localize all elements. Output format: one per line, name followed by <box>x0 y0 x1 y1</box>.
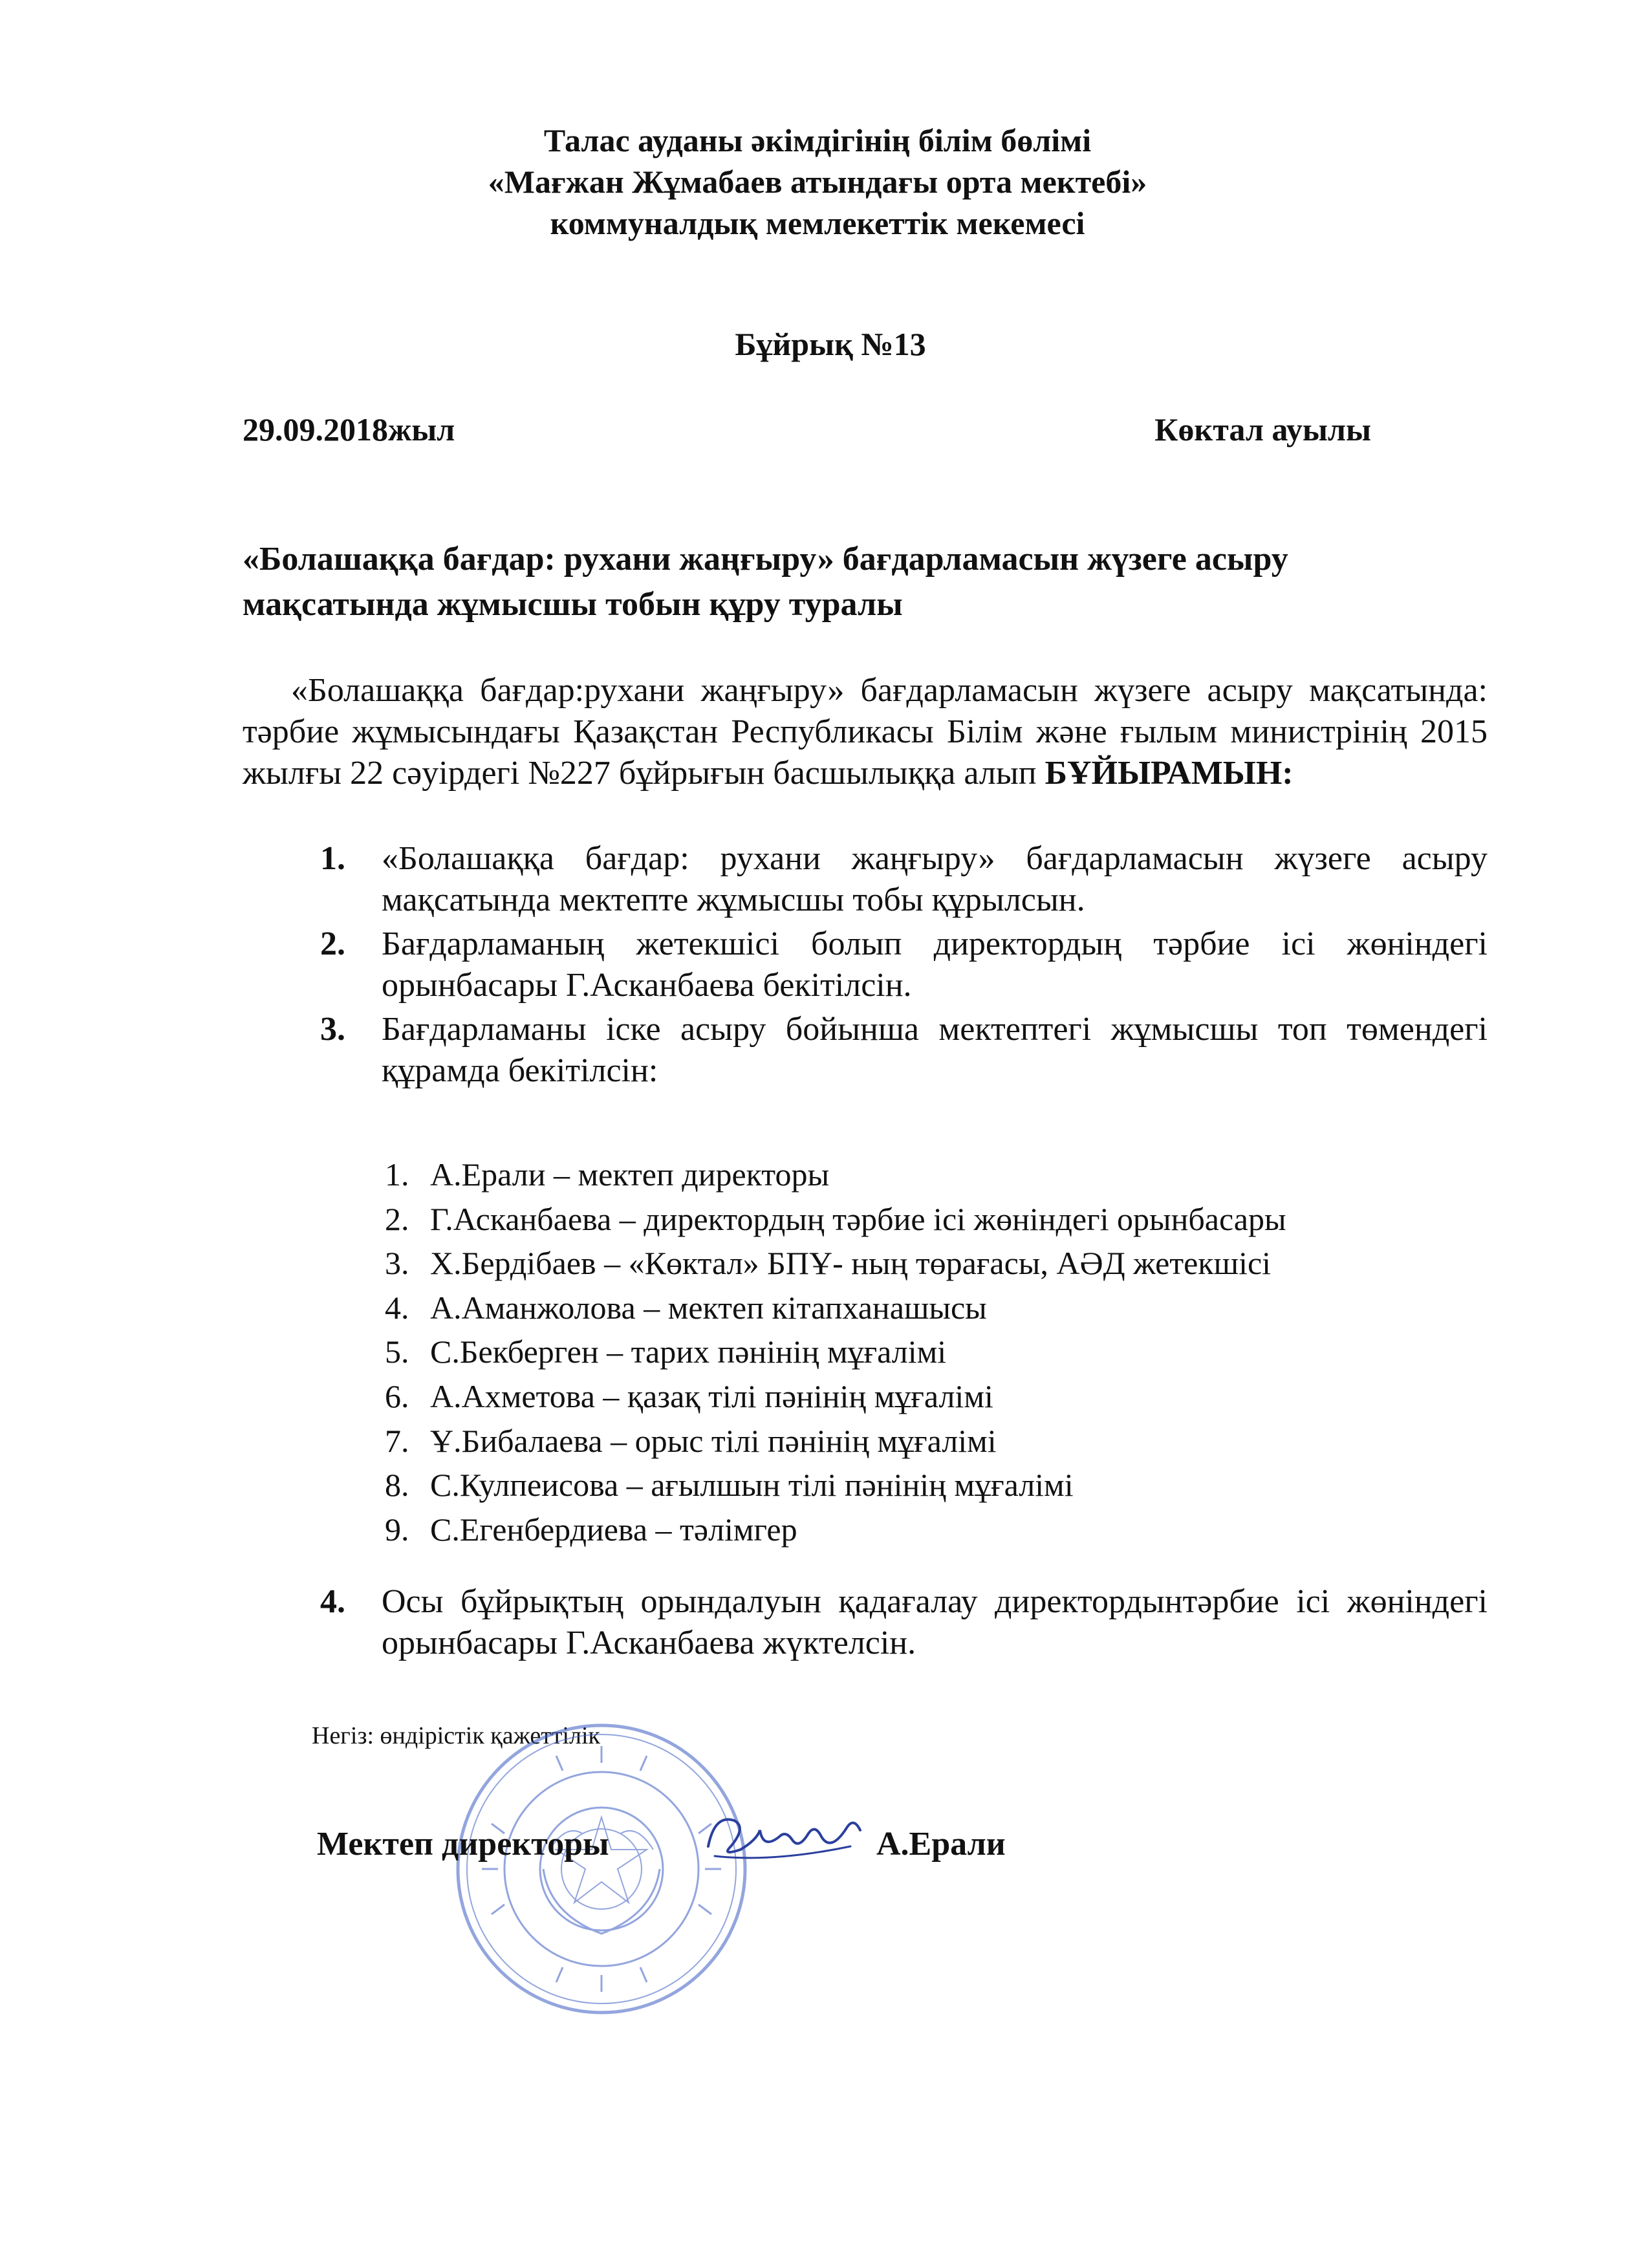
member-item <box>385 1241 1286 1286</box>
member-text: Г.Асканбаева – директордың тәрбие ісі жөніндегі орынбасары <box>430 1200 1286 1237</box>
member-text: Х.Бердібаев – «Көктал» БПҰ- ның төрағасы, АӘД жетекшісі <box>430 1245 1272 1282</box>
member-item <box>385 1374 1286 1419</box>
member-number: 7. <box>385 1422 409 1459</box>
member-number: 2. <box>385 1200 409 1237</box>
order-subject: «Болашаққа бағдар: рухани жаңғыру» бағдарламасын жүзеге асыру мақсатында жұмысшы тобын құру туралы <box>243 541 1288 623</box>
header-department: Талас ауданы әкімдігінің білім бөлімі <box>543 122 1092 158</box>
order-item-text: «Болашаққа бағдар: рухани жаңғыру» бағдарламасын жүзеге асыру мақсатында мектепте жұмысшы тобы құрылсын. <box>382 840 1488 918</box>
intro-emphasis: БҰЙЫРАМЫН: <box>1045 755 1294 792</box>
member-text: А.Аманжолова – мектеп кітапханашысы <box>430 1289 987 1326</box>
order-date: 29.09.2018жыл <box>243 411 455 448</box>
header-school-name: «Мағжан Жұмабаев атындағы орта мектебі» <box>488 164 1147 200</box>
order-place: Көктал ауылы <box>1154 411 1371 448</box>
member-text: С.Кулпеисова – ағылшын тілі пәнінің мұғалімі <box>430 1467 1074 1504</box>
order-item <box>320 838 1488 921</box>
member-item <box>385 1152 1286 1197</box>
member-item <box>385 1507 1286 1552</box>
order-item-number: 3. <box>320 1011 345 1048</box>
order-items-list-continued <box>320 1581 1488 1667</box>
basis-note: Негіз: өндірістік қажеттілік <box>312 1722 600 1749</box>
member-number: 8. <box>385 1467 409 1504</box>
order-item-text: Бағдарламаның жетекшісі болып директордың тәрбие ісі жөніндегі орынбасары Г.Асканбаева бекітілсін. <box>382 925 1488 1004</box>
order-title: Бұйрық №13 <box>735 326 926 362</box>
member-item <box>385 1330 1286 1374</box>
order-items-list <box>320 838 1488 1094</box>
date-place-line <box>243 409 1371 450</box>
order-item-number: 1. <box>320 840 345 877</box>
header-institution-type: коммуналдық мемлекеттік мекемесі <box>550 205 1085 241</box>
order-item-number: 2. <box>320 925 345 962</box>
member-number: 3. <box>385 1245 409 1282</box>
order-item-text: Осы бұйрықтың орындалуын қадағалау директордынтәрбие ісі жөніндегі орынбасары Г.Асканбаева жүктелсін. <box>382 1583 1488 1661</box>
member-item <box>385 1463 1286 1507</box>
signature-position: Мектеп директоры <box>317 1826 609 1863</box>
member-text: С.Бекберген – тарих пәнінің мұғалімі <box>430 1334 947 1370</box>
intro-text: «Болашаққа бағдар:рухани жаңғыру» бағдарламасын жүзеге асыру мақсатында: тәрбие жұмысындағы Қазақстан Республикасы Білім және ғылым министрінің 2015 жылғы 22 сәуірдегі №227 бұйрығын басшылыққа алып <box>243 672 1488 792</box>
member-text: С.Егенбердиева – тәлімгер <box>430 1511 797 1548</box>
order-item-number: 4. <box>320 1583 345 1620</box>
member-number: 6. <box>385 1377 409 1414</box>
member-number: 5. <box>385 1334 409 1370</box>
intro-paragraph <box>243 670 1488 794</box>
member-item <box>385 1286 1286 1330</box>
member-text: Ұ.Бибалаева – орыс тілі пәнінің мұғалімі <box>430 1422 997 1459</box>
member-number: 1. <box>385 1156 409 1193</box>
member-text: А.Ерали – мектеп директоры <box>430 1156 830 1193</box>
member-item <box>385 1197 1286 1242</box>
handwritten-signature-icon <box>695 1801 870 1872</box>
member-number: 9. <box>385 1511 409 1548</box>
order-item <box>320 923 1488 1006</box>
member-number: 4. <box>385 1289 409 1326</box>
document-header <box>0 120 1635 244</box>
signature-name: А.Ерали <box>876 1826 1006 1863</box>
member-item <box>385 1419 1286 1463</box>
order-item-text: Бағдарламаны іске асыру бойынша мектептегі жұмысшы топ төмендегі құрамда бекітілсін: <box>382 1011 1488 1089</box>
working-group-members <box>385 1152 1286 1551</box>
member-text: А.Ахметова – қазақ тілі пәнінің мұғалімі <box>430 1377 993 1414</box>
order-item <box>320 1009 1488 1092</box>
order-item <box>320 1581 1488 1664</box>
